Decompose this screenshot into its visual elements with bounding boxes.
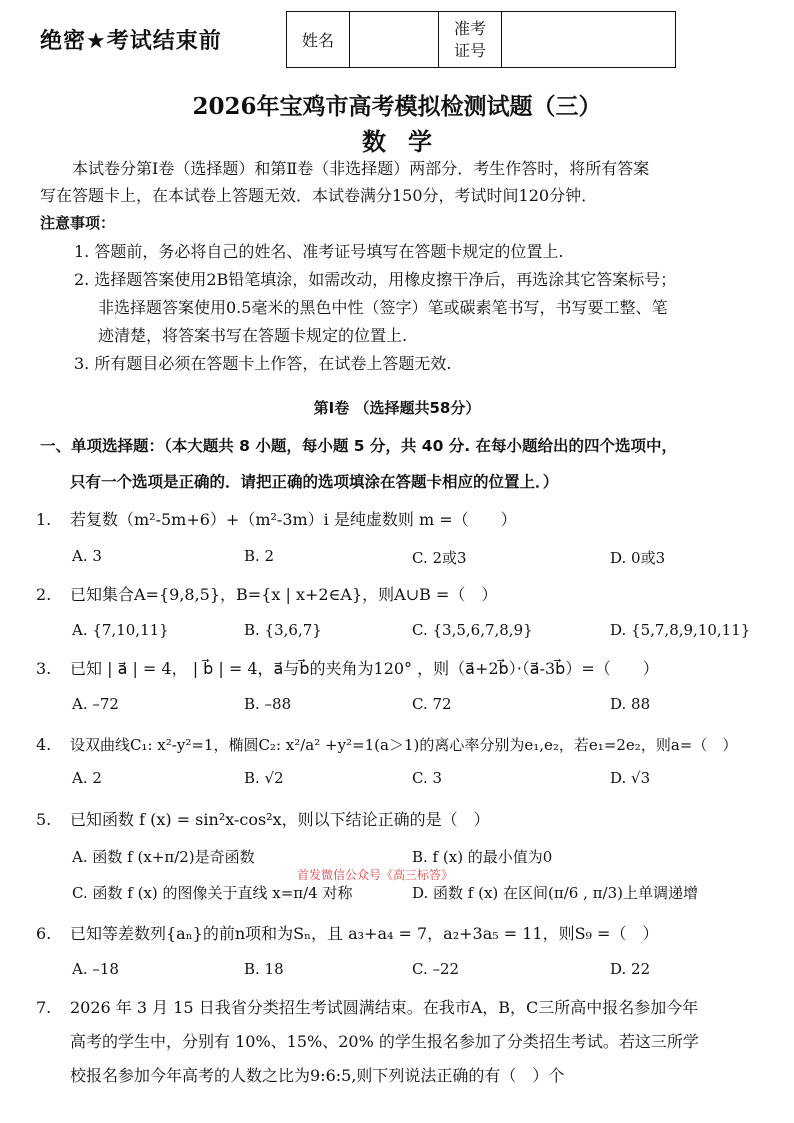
option-c: C. –22 xyxy=(412,960,460,978)
option-d: D. 0或3 xyxy=(610,549,666,567)
question-number: 5. xyxy=(36,810,52,829)
section-heading-line-2: 只有一个选项是正确的．请把正确的选项填涂在答题卡相应的位置上．） xyxy=(70,473,559,491)
option-d: D. {5,7,8,9,10,11} xyxy=(610,621,751,639)
exam-id-field xyxy=(502,12,675,67)
part1-heading: 第Ⅰ卷 （选择题共58分） xyxy=(313,399,481,417)
option-a: A. –18 xyxy=(72,960,119,978)
question-number: 2. xyxy=(36,585,52,604)
question-stem: 已知 | a⃗ | = 4， | b⃗ | = 4，a⃗与b⃗的夹角为120° ，则（a⃗+2b⃗）·（a⃗-3b⃗）=（ ） xyxy=(70,659,659,678)
question-number: 6. xyxy=(36,924,52,943)
exam-id-label-line1: 准考 xyxy=(453,18,486,38)
subject-title: 数学 xyxy=(362,127,454,156)
exam-id-label xyxy=(439,12,502,67)
intro-line-2: 写在答题卡上，在本试卷上答题无效．本试卷满分150分，考试时间120分钟． xyxy=(40,186,598,205)
exam-title: 2026年宝鸡市高考模拟检测试题（三） xyxy=(192,93,602,120)
question-stem: 若复数（m²-5m+6）+（m²-3m）i 是纯虚数则 m =（ ） xyxy=(70,510,517,529)
exam-id-label-line2: 证号 xyxy=(453,40,486,60)
option-a: A. 3 xyxy=(72,547,102,565)
option-c: C. 3 xyxy=(412,769,443,787)
option-b: B. 18 xyxy=(244,960,284,978)
watermark-text: 首发微信公众号《高三标答》 xyxy=(297,868,454,882)
note-2-line-1: 2. 选择题答案使用2B铅笔填涂，如需改动，用橡皮擦干净后，再选涂其它答案标号； xyxy=(74,270,677,289)
option-d: D. 22 xyxy=(610,960,651,978)
option-b: B. {3,6,7} xyxy=(244,621,322,639)
name-label: 姓名 xyxy=(287,12,350,67)
option-a: A. –72 xyxy=(72,695,119,713)
option-a: A. 2 xyxy=(72,769,102,787)
option-a: A. {7,10,11} xyxy=(72,621,169,639)
option-d: D. 88 xyxy=(610,695,651,713)
option-c: C. {3,5,6,7,8,9} xyxy=(412,621,533,639)
option-c: C. 函数 f (x) 的图像关于直线 x=π/4 对称 xyxy=(72,884,353,902)
option-d: D. √3 xyxy=(610,769,651,787)
confidential-label: 绝密★考试结束前 xyxy=(40,29,222,54)
note-1: 1. 答题前，务必将自己的姓名、准考证号填写在答题卡规定的位置上. xyxy=(74,242,564,261)
question-stem: 已知等差数列{aₙ}的前n项和为Sₙ，且 a₃+a₄ = 7，a₂+3a₅ = 11，则S₉ =（ ） xyxy=(70,924,659,943)
note-2-line-2: 非选择题答案使用0.5毫米的黑色中性（签字）笔或碳素笔书写，书写要工整、笔 xyxy=(98,298,668,317)
question-stem-line-1: 2026 年 3 月 15 日我省分类招生考试圆满结束。在我市A，B，C三所高中报名参加今年 xyxy=(70,998,699,1017)
question-stem-line-3: 校报名参加今年高考的人数之比为9:6:5,则下列说法正确的有（ ）个 xyxy=(70,1066,565,1085)
question-stem: 设双曲线C₁: x²-y²=1，椭圆C₂: x²/a² +y²=1(a＞1)的离心率分别为e₁,e₂，若e₁=2e₂，则a=（ ） xyxy=(70,736,738,754)
option-b: B. √2 xyxy=(244,769,284,787)
option-b: B. –88 xyxy=(244,695,292,713)
question-stem: 已知函数 f (x) = sin²x-cos²x，则以下结论正确的是（ ） xyxy=(70,810,490,829)
question-number: 3. xyxy=(36,659,52,678)
note-2-line-3: 迹清楚，将答案书写在答题卡规定的位置上. xyxy=(98,326,408,345)
note-3: 3. 所有题目必须在答题卡上作答，在试卷上答题无效. xyxy=(74,354,452,373)
intro-line-1: 本试卷分第Ⅰ卷（选择题）和第Ⅱ卷（非选择题）两部分．考生作答时，将所有答案 xyxy=(72,159,650,178)
question-number: 4. xyxy=(36,735,52,754)
question-stem: 已知集合A={9,8,5}，B={x | x+2∈A}，则A∪B =（ ） xyxy=(70,585,498,604)
option-c: C. 72 xyxy=(412,695,452,713)
notes-heading: 注意事项： xyxy=(40,214,116,232)
question-number: 7. xyxy=(36,998,52,1017)
option-b: B. f (x) 的最小值为0 xyxy=(412,848,553,866)
section-heading-line-1: 一、单项选择题：（本大题共 8 小题，每小题 5 分，共 40 分. 在每小题给出的四个选项中， xyxy=(40,437,678,455)
option-c: C. 2或3 xyxy=(412,549,467,567)
question-number: 1. xyxy=(36,510,52,529)
name-field xyxy=(350,12,439,67)
question-stem-line-2: 高考的学生中，分别有 10%、15%、20% 的学生报名参加了分类招生考试。若这三所学 xyxy=(70,1032,699,1051)
option-a: A. 函数 f (x+π/2)是奇函数 xyxy=(72,848,255,866)
option-d: D. 函数 f (x) 在区间(π/6 , π/3)上单调递增 xyxy=(412,884,698,902)
option-b: B. 2 xyxy=(244,547,275,565)
candidate-info-box xyxy=(286,11,676,68)
